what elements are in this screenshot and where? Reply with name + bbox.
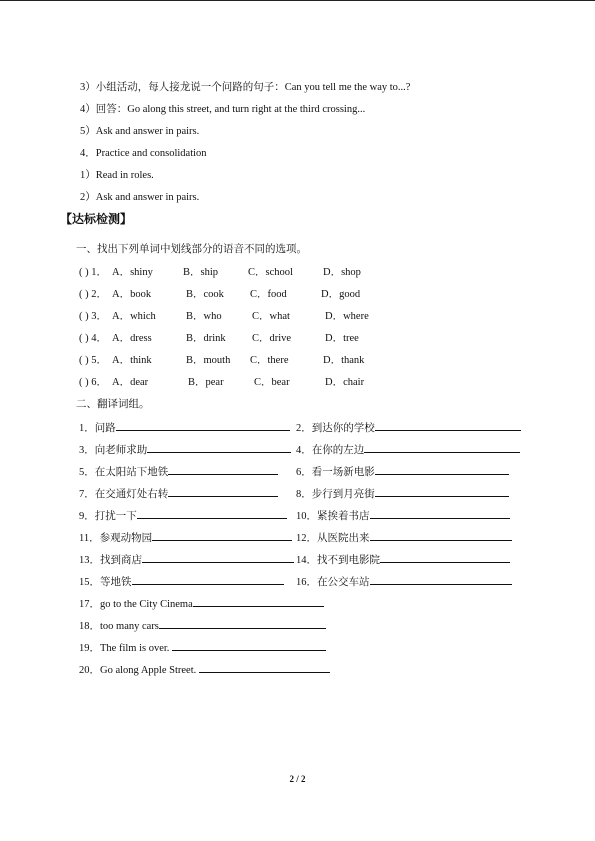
answer-blank[interactable] <box>172 640 326 651</box>
left-item: 13．找到商店 <box>79 555 142 566</box>
translation-row-1 <box>79 420 290 435</box>
left-item: 11．参观动物园 <box>79 533 153 544</box>
translation-item-18 <box>79 618 326 633</box>
left-item: 3．向老师求助 <box>79 445 148 456</box>
item-text: 17．go to the City Cinema <box>79 599 193 610</box>
translation-row-2 <box>79 442 291 457</box>
option-a: A．think <box>112 355 152 366</box>
answer-blank[interactable] <box>375 486 509 497</box>
translation-row-5 <box>79 508 287 523</box>
option-d: D．thank <box>323 355 365 366</box>
answer-blank[interactable] <box>370 508 510 519</box>
translation-row-6 <box>79 530 292 545</box>
option-b: B．ship <box>183 267 219 278</box>
intro-line-3: 5）Ask and answer in pairs. <box>80 126 200 137</box>
option-d: D．where <box>325 311 369 322</box>
right-item: 4．在你的左边 <box>296 445 365 456</box>
answer-blank[interactable] <box>375 420 521 431</box>
part2-title: 二、翻译词组。 <box>76 399 150 410</box>
question-number: ( ) 3． <box>79 311 107 322</box>
translation-row-4-right <box>296 486 509 501</box>
option-b: B．pear <box>188 377 224 388</box>
option-a: A．which <box>112 311 156 322</box>
option-d: D．chair <box>325 377 365 388</box>
left-item: 15．等地铁 <box>79 577 132 588</box>
right-item: 10．紧挨着书店 <box>296 511 370 522</box>
answer-blank[interactable] <box>193 596 324 607</box>
option-c: C．food <box>250 289 287 300</box>
part1-title: 一、找出下列单词中划线部分的语音不同的选项。 <box>76 244 307 255</box>
answer-blank[interactable] <box>137 508 287 519</box>
option-b: B．drink <box>186 333 226 344</box>
intro-line-4: 4．Practice and consolidation <box>80 148 207 159</box>
option-a: A．dress <box>112 333 152 344</box>
left-item: 7．在交通灯处右转 <box>79 489 169 500</box>
answer-blank[interactable] <box>380 552 510 563</box>
left-item: 1．问路 <box>79 423 116 434</box>
answer-blank[interactable] <box>168 464 278 475</box>
answer-blank[interactable] <box>364 442 520 453</box>
question-number: ( ) 6． <box>79 377 107 388</box>
translation-row-3-right <box>296 464 509 479</box>
option-c: C．what <box>252 311 290 322</box>
question-number: ( ) 5． <box>79 355 107 366</box>
right-item: 2．到达你的学校 <box>296 423 375 434</box>
translation-row-6-right <box>296 530 512 545</box>
option-a: A．book <box>112 289 152 300</box>
option-d: D．shop <box>323 267 361 278</box>
intro-line-2: 4）回答：Go along this street, and turn right at the third crossing... <box>80 104 366 115</box>
right-item: 12．从医院出来 <box>296 533 370 544</box>
option-c: C．school <box>248 267 293 278</box>
answer-blank[interactable] <box>199 662 330 673</box>
right-item: 6．看一场新电影 <box>296 467 375 478</box>
answer-blank[interactable] <box>152 530 292 541</box>
intro-line-5: 1）Read in roles. <box>80 170 154 181</box>
left-item: 9．打扰一下 <box>79 511 137 522</box>
translation-row-2-right <box>296 442 520 457</box>
right-item: 16．在公交车站 <box>296 577 370 588</box>
question-number: ( ) 2． <box>79 289 107 300</box>
translation-item-20 <box>79 662 330 677</box>
option-c: C．bear <box>254 377 290 388</box>
translation-row-5-right <box>296 508 510 523</box>
question-number: ( ) 1． <box>79 267 107 278</box>
translation-item-19 <box>79 640 326 655</box>
option-c: C．drive <box>252 333 292 344</box>
option-b: B．mouth <box>186 355 231 366</box>
translation-row-1-right <box>296 420 521 435</box>
translation-row-8-right <box>296 574 512 589</box>
right-item: 14．找不到电影院 <box>296 555 380 566</box>
option-d: D．tree <box>325 333 359 344</box>
item-text: 19．The film is over. <box>79 643 173 654</box>
item-text: 18．too many cars <box>79 621 159 632</box>
answer-blank[interactable] <box>168 486 278 497</box>
option-a: A．shiny <box>112 267 153 278</box>
answer-blank[interactable] <box>147 442 291 453</box>
answer-blank[interactable] <box>370 530 512 541</box>
page-number: 2 / 2 <box>289 774 306 784</box>
option-a: A．dear <box>112 377 149 388</box>
page-top-border <box>0 0 595 1</box>
option-b: B．cook <box>186 289 224 300</box>
option-b: B．who <box>186 311 222 322</box>
answer-blank[interactable] <box>142 552 294 563</box>
answer-blank[interactable] <box>375 464 509 475</box>
section-title: 【达标检测】 <box>60 212 133 226</box>
right-item: 8．步行到月亮街 <box>296 489 375 500</box>
option-d: D．good <box>321 289 361 300</box>
translation-row-7-right <box>296 552 510 567</box>
answer-blank[interactable] <box>116 420 290 431</box>
translation-row-3 <box>79 464 278 479</box>
intro-line-6: 2）Ask and answer in pairs. <box>80 192 200 203</box>
translation-row-8 <box>79 574 284 589</box>
translation-row-4 <box>79 486 278 501</box>
translation-item-17 <box>79 596 324 611</box>
left-item: 5．在太阳站下地铁 <box>79 467 169 478</box>
answer-blank[interactable] <box>370 574 512 585</box>
option-c: C．there <box>250 355 289 366</box>
item-text: 20．Go along Apple Street. <box>79 665 199 676</box>
answer-blank[interactable] <box>132 574 284 585</box>
translation-row-7 <box>79 552 294 567</box>
answer-blank[interactable] <box>159 618 326 629</box>
intro-line-1: 3）小组活动，每人接龙说一个问路的句子：Can you tell me the way to...? <box>80 82 411 93</box>
question-number: ( ) 4． <box>79 333 107 344</box>
